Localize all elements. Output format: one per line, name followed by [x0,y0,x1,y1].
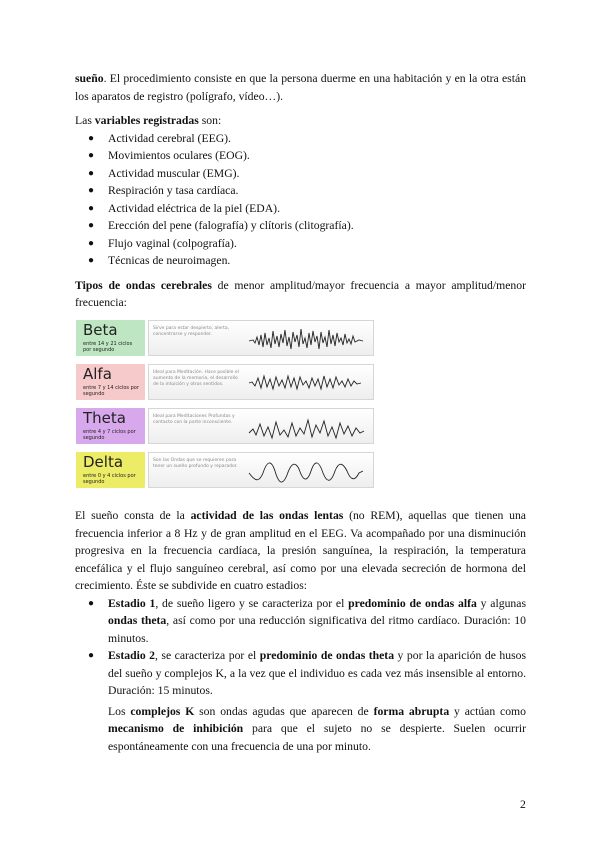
list-item: ● Actividad eléctrica de la piel (EDA). [75,200,526,218]
wave-description: Sirve para estar despierto, alerta, concentrarse y responder. [153,326,230,337]
tipos-paragraph [75,277,526,312]
lentas-c: (no REM), aquellas que tienen una frecuencia inferior a 8 Hz y de gran amplitud en el EEG. Va acompañado por una disminución progresiva en la frecuencia cardíaca, la presión sanguínea, la respiración, la temperatura encefálica y el flujo sanguíneo cerebral, así como por una elevada secreción de hormona del crecimiento. Éste se subdivide en cuatro estadios: [75,509,526,592]
estadio-title: Estadio 2 [108,649,156,662]
wave-name: Beta [83,321,118,339]
list-item-estadio-2 [75,647,526,755]
wave-row-beta [76,320,374,356]
wave-label-alfa [76,364,145,400]
variables-bold: variables registradas [94,114,199,127]
wave-panel [148,408,374,444]
theta-wave-trace [247,411,367,443]
wave-label-beta [76,320,145,356]
estadio-text: y algunas [476,596,526,610]
list-item: ● Flujo vaginal (colpografía). [75,235,526,253]
estadio-bold: predominio de ondas alfa [348,596,477,610]
estadio-text: , así como por una reducción significativa del ritmo cardíaco. Duración: 10 minutos. [108,614,526,645]
list-item: ● Actividad cerebral (EEG). [75,130,526,148]
wave-frequency: entre 14 y 21 ciclos por segundo [83,341,133,353]
list-item: ● Erección del pene (falografía) y clítoris (clitografía). [75,217,526,235]
wave-label-delta [76,452,145,488]
variables-tail: son: [198,114,222,127]
wave-frequency: entre 4 y 7 ciclos por segundo [83,429,136,441]
wave-frequency: entre 7 y 14 ciclos por segundo [83,385,139,397]
wave-frequency: entre 0 y 4 ciclos por segundo [83,473,136,485]
wave-panel [148,320,374,356]
list-item: ● Movimientos oculares (EOG). [75,147,526,165]
tipos-bold: Tipos de ondas cerebrales [75,278,212,292]
k-text: son ondas agudas que aparecen de [194,704,374,718]
intro-bold: sueño [75,72,104,85]
lentas-paragraph [75,507,526,595]
page-number: 2 [520,798,526,811]
beta-wave-trace [247,323,367,355]
wave-row-alfa [76,364,374,400]
complejos-k-paragraph [108,703,526,756]
wave-panel [148,364,374,400]
alfa-wave-trace [247,367,367,399]
variables-heading [75,112,526,130]
estadio-text: y por la aparición de husos del sueño y complejos K, a la vez que el individuo es cada vez más insensible al entorno. Duración: 15 minutos. [108,649,527,697]
intro-paragraph [75,70,526,105]
k-bold: forma abrupta [373,704,450,718]
variables-list [75,130,526,270]
estadio-text: , se caracteriza por el [155,649,260,662]
estadio-title: Estadio 1 [108,596,156,610]
wave-description: Ideal para Meditaciones Profundas y contacto con la parte inconsciente. [153,414,235,425]
lentas-bold: actividad de las ondas lentas [190,509,344,522]
brain-waves-figure [76,320,376,492]
wave-label-theta [76,408,145,444]
k-bold: complejos K [130,704,195,718]
wave-description: Son las Ondas que se requieren para tener un sueño profundo y reparador. [153,458,238,469]
k-text: Los [108,704,131,718]
page-content-lower [75,507,526,755]
wave-panel [148,452,374,488]
page-content [75,70,526,312]
estadio-bold: ondas theta [108,614,167,627]
variables-lead: Las [75,114,95,127]
delta-wave-trace [247,455,367,487]
intro-text: . El procedimiento consiste en que la persona duerme en una habitación y en la otra están los aparatos de registro (polígrafo, vídeo…). [75,72,526,103]
estadio-text: , de sueño ligero y se caracteriza por el [155,596,349,610]
k-text: y actúan como [449,704,526,718]
k-text: para que el sujeto no se despierte. Suelen ocurrir espontáneamente con una frecuencia de una por minuto. [108,722,526,753]
estadio-bold: predominio de ondas theta [259,649,395,662]
wave-row-delta [76,452,374,488]
wave-description: Ideal para Meditación. Hace posible el aumento de la memoria, el desarrollo de la intuición y otros sentidos. [153,370,239,387]
wave-name: Theta [83,409,126,427]
wave-name: Alfa [83,365,112,383]
tipos-text: de menor amplitud/mayor frecuencia a mayor amplitud/menor frecuencia: [75,278,526,309]
lentas-a: El sueño consta de la [75,509,191,522]
k-bold: mecanismo de inhibición [108,722,244,735]
wave-row-theta [76,408,374,444]
wave-name: Delta [83,453,124,471]
list-item-estadio-1 [75,595,526,648]
estadios-list [75,595,526,756]
list-item: ● Técnicas de neuroimagen. [75,252,526,270]
list-item: ● Actividad muscular (EMG). [75,165,526,183]
list-item: ● Respiración y tasa cardíaca. [75,182,526,200]
